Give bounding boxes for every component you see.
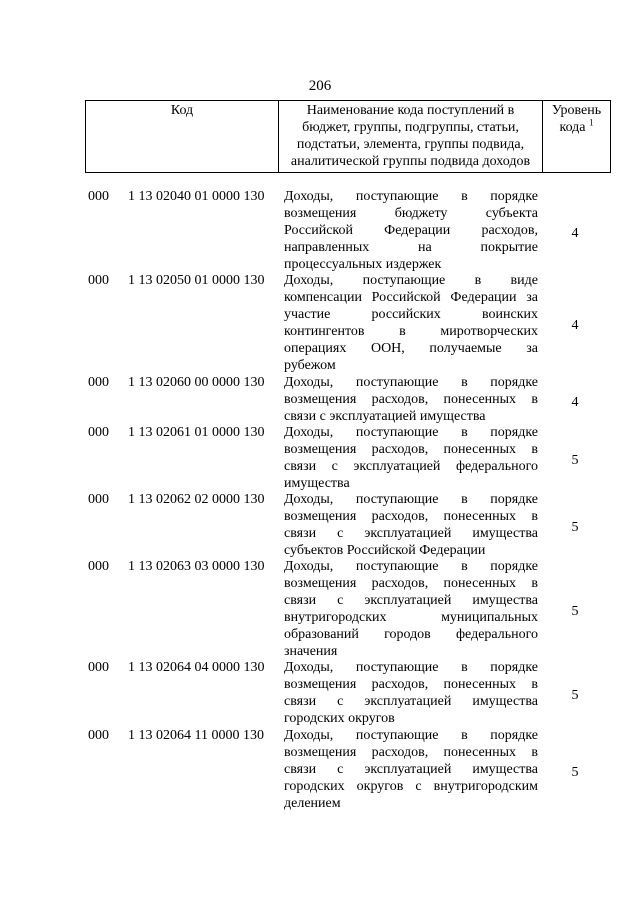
description-line-text: Доходы, поступающие в порядке xyxy=(284,425,538,440)
admin-code: 000 xyxy=(88,492,109,507)
description-line-text: связи с эксплуатацией имущества xyxy=(284,409,486,424)
revenue-code: 1 13 02062 02 0000 130 xyxy=(128,492,265,507)
description-line-text: компенсации Российской Федерации за xyxy=(284,290,538,305)
description-line xyxy=(284,374,538,391)
description-line xyxy=(284,626,538,643)
description-line xyxy=(284,575,538,592)
description-line-text: Доходы, поступающие в порядке xyxy=(284,492,538,507)
description-line xyxy=(284,542,538,559)
revenue-code: 1 13 02064 11 0000 130 xyxy=(128,728,264,743)
description-line xyxy=(284,188,538,205)
description-line xyxy=(284,289,538,306)
description-line-text: участие российских воинских xyxy=(284,307,538,322)
revenue-code: 1 13 02040 01 0000 130 xyxy=(128,189,265,204)
description-line-text: операциях ООН, получаемые за xyxy=(284,341,538,356)
description-line-text: связи с эксплуатацией имущества xyxy=(284,762,538,777)
description-line-text: связи с эксплуатацией имущества xyxy=(284,526,538,541)
description-line xyxy=(284,306,538,323)
description-line xyxy=(284,558,538,575)
header-level xyxy=(542,101,611,172)
description-line-text: городских округов xyxy=(284,711,395,726)
description-line xyxy=(284,710,538,727)
description-line-text: возмещения расходов, понесенных в xyxy=(284,745,538,760)
description-line xyxy=(284,727,538,744)
description-line-text: возмещения расходов, понесенных в xyxy=(284,509,538,524)
footnote-marker: 1 xyxy=(589,117,594,128)
description-line-text: связи с эксплуатацией имущества xyxy=(284,694,538,709)
description-line-text: Российской Федерации расходов, xyxy=(284,223,538,238)
page-number: 206 xyxy=(308,78,332,94)
admin-code: 000 xyxy=(88,728,109,743)
revenue-code: 1 13 02064 04 0000 130 xyxy=(128,660,265,675)
header-name xyxy=(278,101,542,172)
revenue-description xyxy=(284,727,538,812)
level-code: 4 xyxy=(571,225,579,241)
admin-code: 000 xyxy=(88,189,109,204)
description-line-text: возмещения расходов, понесенных в xyxy=(284,677,538,692)
description-line xyxy=(284,643,538,660)
description-line xyxy=(284,424,538,441)
level-code: 4 xyxy=(571,317,579,333)
level-code: 5 xyxy=(571,764,579,780)
header-name-line: аналитической группы подвида доходов xyxy=(290,154,531,169)
description-line xyxy=(284,795,538,812)
description-line-text: возмещения расходов, понесенных в xyxy=(284,392,538,407)
revenue-code: 1 13 02060 00 0000 130 xyxy=(128,375,265,390)
description-line xyxy=(284,340,538,357)
description-line-text: Доходы, поступающие в порядке xyxy=(284,728,538,743)
description-line xyxy=(284,441,538,458)
description-line xyxy=(284,222,538,239)
description-line xyxy=(284,239,538,256)
description-line-text: внутригородских муниципальных xyxy=(284,610,538,625)
description-line xyxy=(284,256,538,273)
level-code: 4 xyxy=(571,394,579,410)
description-line xyxy=(284,272,538,289)
description-line-text: возмещения бюджету субъекта xyxy=(284,206,538,221)
revenue-description xyxy=(284,659,538,727)
description-line xyxy=(284,744,538,761)
description-line-text: связи с эксплуатацией имущества xyxy=(284,593,538,608)
description-line-text: Доходы, поступающие в порядке xyxy=(284,189,538,204)
revenue-description xyxy=(284,424,538,492)
revenue-code: 1 13 02050 01 0000 130 xyxy=(128,273,265,288)
level-code: 5 xyxy=(571,519,579,535)
admin-code: 000 xyxy=(88,273,109,288)
description-line xyxy=(284,323,538,340)
header-name-line: Наименование кода поступлений в xyxy=(306,103,515,118)
revenue-code: 1 13 02063 03 0000 130 xyxy=(128,559,265,574)
level-code: 5 xyxy=(571,603,579,619)
description-line xyxy=(284,458,538,475)
description-line xyxy=(284,609,538,626)
admin-code: 000 xyxy=(88,425,109,440)
description-line xyxy=(284,475,538,492)
description-line xyxy=(284,525,538,542)
description-line xyxy=(284,391,538,408)
header-level-word: кода xyxy=(559,120,586,135)
admin-code: 000 xyxy=(88,375,109,390)
description-line-text: возмещения расходов, понесенных в xyxy=(284,442,538,457)
description-line-text: городских округов с внутригородским xyxy=(284,779,538,794)
revenue-description xyxy=(284,558,538,660)
description-line-text: имущества xyxy=(284,476,350,491)
description-line-text: направленных на покрытие xyxy=(284,240,538,255)
description-line xyxy=(284,408,538,425)
description-line-text: рубежом xyxy=(284,358,336,373)
level-code: 5 xyxy=(571,687,579,703)
description-line-text: делением xyxy=(284,796,341,811)
revenue-code: 1 13 02061 01 0000 130 xyxy=(128,425,265,440)
description-line xyxy=(284,693,538,710)
description-line xyxy=(284,508,538,525)
description-line xyxy=(284,676,538,693)
header-level-line: Уровень xyxy=(551,103,602,118)
description-line-text: возмещения расходов, понесенных в xyxy=(284,576,538,591)
description-line-text: контингентов в миротворческих xyxy=(284,324,538,339)
description-line xyxy=(284,659,538,676)
description-line xyxy=(284,592,538,609)
level-code: 5 xyxy=(571,452,579,468)
header-name-line: подстатьи, элемента, группы подвида, xyxy=(296,137,525,152)
description-line-text: связи с эксплуатацией федерального xyxy=(284,459,538,474)
description-line-text: Доходы, поступающие в порядке xyxy=(284,375,538,390)
description-line xyxy=(284,491,538,508)
description-line-text: процессуальных издержек xyxy=(284,257,442,272)
description-line xyxy=(284,205,538,222)
description-line-text: Доходы, поступающие в порядке xyxy=(284,660,538,675)
revenue-description xyxy=(284,272,538,374)
description-line-text: значения xyxy=(284,644,338,659)
description-line xyxy=(284,761,538,778)
description-line-text: образований городов федерального xyxy=(284,627,538,642)
header-level-line xyxy=(543,119,610,136)
revenue-description xyxy=(284,374,538,425)
table-header xyxy=(85,100,611,173)
description-line-text: субъектов Российской Федерации xyxy=(284,543,486,558)
revenue-description xyxy=(284,491,538,559)
revenue-description xyxy=(284,188,538,273)
header-name-line: бюджет, группы, подгруппы, статьи, xyxy=(302,120,519,135)
description-line-text: Доходы, поступающие в порядке xyxy=(284,559,538,574)
description-line-text: Доходы, поступающие в виде xyxy=(284,273,538,288)
admin-code: 000 xyxy=(88,559,109,574)
description-line xyxy=(284,778,538,795)
admin-code: 000 xyxy=(88,660,109,675)
description-line xyxy=(284,357,538,374)
header-code: Код xyxy=(85,101,278,172)
